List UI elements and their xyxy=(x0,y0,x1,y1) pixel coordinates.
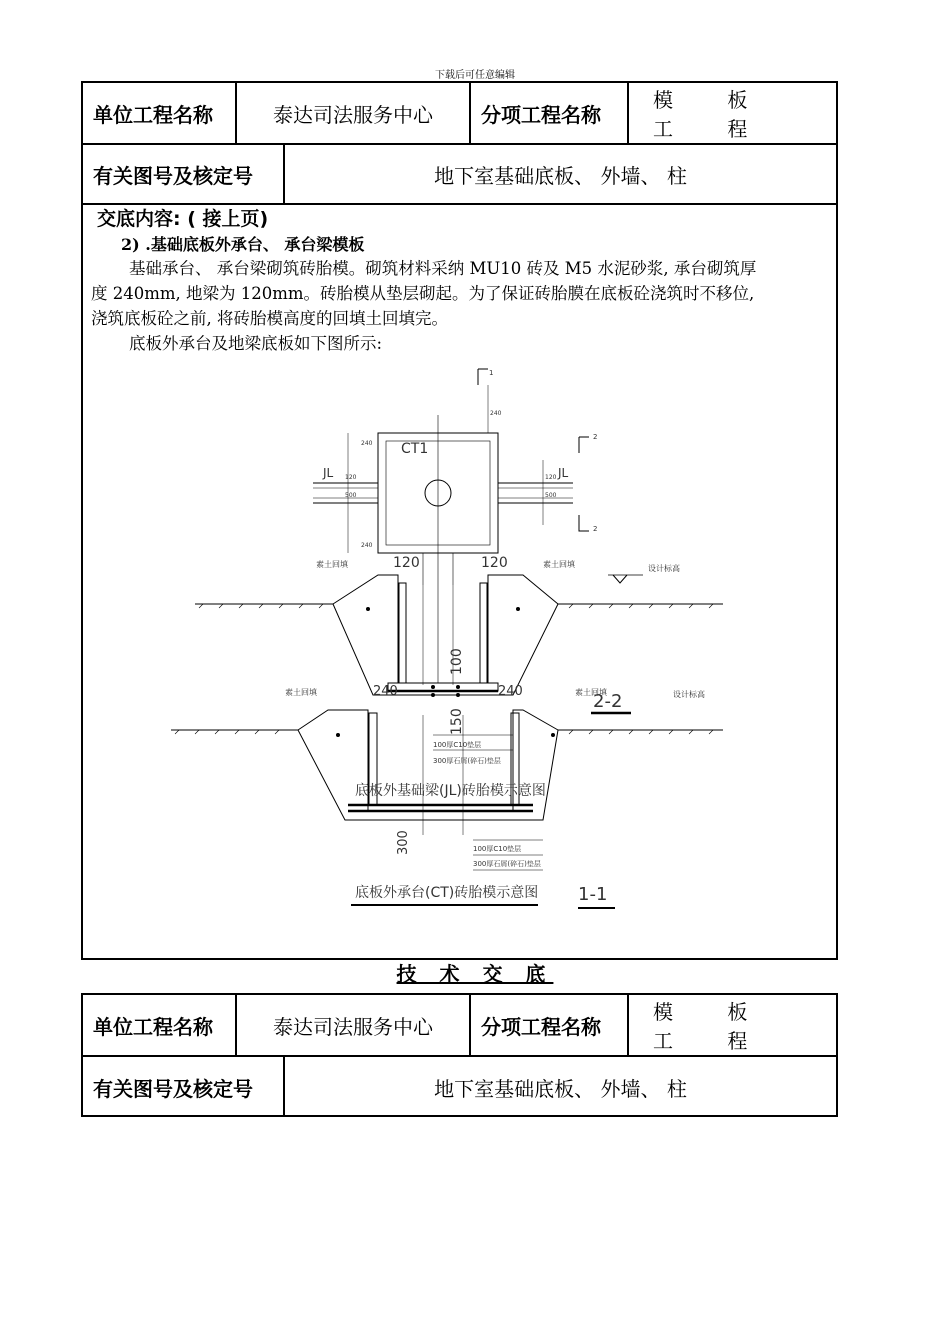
backfill-label-1: 素土回填 xyxy=(316,560,348,569)
jl-label-left: JL xyxy=(323,466,334,480)
section-mark-2-top: 2 xyxy=(593,433,598,441)
dim-150: 150 xyxy=(449,708,465,735)
ct-label: CT1 xyxy=(401,441,429,457)
content-subheading: 2) .基础底板外承台、 承台梁模板 xyxy=(121,235,365,254)
cushion-label-2a: 300厚石屑(碎石)垫层 xyxy=(433,757,501,765)
disclosure-table-2 xyxy=(81,993,838,1117)
drawing-number-label-2: 有关图号及核定号 xyxy=(83,1057,285,1117)
project-row-2 xyxy=(83,995,836,1057)
dim-300: 300 xyxy=(396,830,411,855)
content-heading: 交底内容: ( 接上页) xyxy=(97,208,269,230)
drawing-row xyxy=(83,145,836,205)
caption-beam: 底板外基础梁(JL)砖胎模示意图 xyxy=(355,783,546,799)
unit-project-label-2: 单位工程名称 xyxy=(83,995,237,1055)
drawing-number-value-2: 地下室基础底板、 外墙、 柱 xyxy=(434,1076,687,1101)
dim-120-left: 120 xyxy=(345,474,357,481)
dim-240-top: 240 xyxy=(490,410,502,417)
unit-project-value-2: 泰达司法服务中心 xyxy=(237,995,471,1055)
sub-project-label-2: 分项工程名称 xyxy=(471,995,629,1055)
dim-100: 100 xyxy=(449,648,465,675)
backfill-label-2: 素土回填 xyxy=(543,560,575,569)
backfill-label-4: 素土回填 xyxy=(575,688,607,697)
project-row xyxy=(83,83,836,145)
design-elev-2: 设计标高 xyxy=(673,690,705,699)
dim-240-left-a: 240 xyxy=(361,440,373,447)
dim-120-section-left: 120 xyxy=(393,555,420,571)
technical-disclosure-title: 技 术 交 底 xyxy=(396,962,554,986)
section-label-22: 2-2 xyxy=(593,691,623,712)
sub-project-label: 分项工程名称 xyxy=(471,83,629,143)
disclosure-table-1 xyxy=(81,81,838,960)
drawing-row-2 xyxy=(83,1057,836,1117)
dim-240-section-right: 240 xyxy=(498,684,523,699)
dim-240-left-b: 240 xyxy=(361,542,373,549)
formwork-drawing xyxy=(83,355,836,955)
design-elev-1: 设计标高 xyxy=(648,564,680,573)
section-label-11: 1-1 xyxy=(578,884,608,905)
section-mark-1: 1 xyxy=(489,369,494,377)
disclosure-content xyxy=(83,205,836,958)
sub-project-value: 模 板 工 程 xyxy=(653,88,772,141)
unit-project-label: 单位工程名称 xyxy=(83,83,237,143)
caption-ct: 底板外承台(CT)砖胎模示意图 xyxy=(355,885,539,901)
unit-project-value: 泰达司法服务中心 xyxy=(237,83,471,143)
jl-label-right: JL xyxy=(558,466,569,480)
backfill-label-3: 素土回填 xyxy=(285,688,317,697)
dim-500-left: 500 xyxy=(345,492,357,499)
paragraph-line-3: 浇筑底板砼之前, 将砖胎模高度的回填土回填完。 xyxy=(91,309,448,328)
drawing-number-value: 地下室基础底板、 外墙、 柱 xyxy=(434,163,687,188)
paragraph-2: 底板外承台及地梁底板如下图所示: xyxy=(129,334,383,353)
cushion-label-2b: 300厚石屑(碎石)垫层 xyxy=(473,860,541,868)
dim-120-right: 120 xyxy=(545,474,557,481)
cushion-label-1b: 100厚C10垫层 xyxy=(473,845,522,853)
drawing-number-label: 有关图号及核定号 xyxy=(83,145,285,203)
dim-500-right: 500 xyxy=(545,492,557,499)
section-mark-2-bottom: 2 xyxy=(593,525,598,533)
paragraph-line-2: 度 240mm, 地梁为 120mm。砖胎模从垫层砌起。为了保证砖胎膜在底板砼浇筑时不移位, xyxy=(91,284,755,303)
header-note: 下载后可任意编辑 xyxy=(435,70,515,81)
dim-240-section-left: 240 xyxy=(373,684,398,699)
dim-120-section-right: 120 xyxy=(481,555,508,571)
paragraph-line-1: 基础承台、 承台梁砌筑砖胎模。砌筑材料采纳 MU10 砖及 M5 水泥砂浆, 承台砌筑厚 xyxy=(129,259,757,278)
sub-project-value-2: 模 板 工 程 xyxy=(653,1000,772,1053)
cushion-label-1a: 100厚C10垫层 xyxy=(433,741,482,749)
